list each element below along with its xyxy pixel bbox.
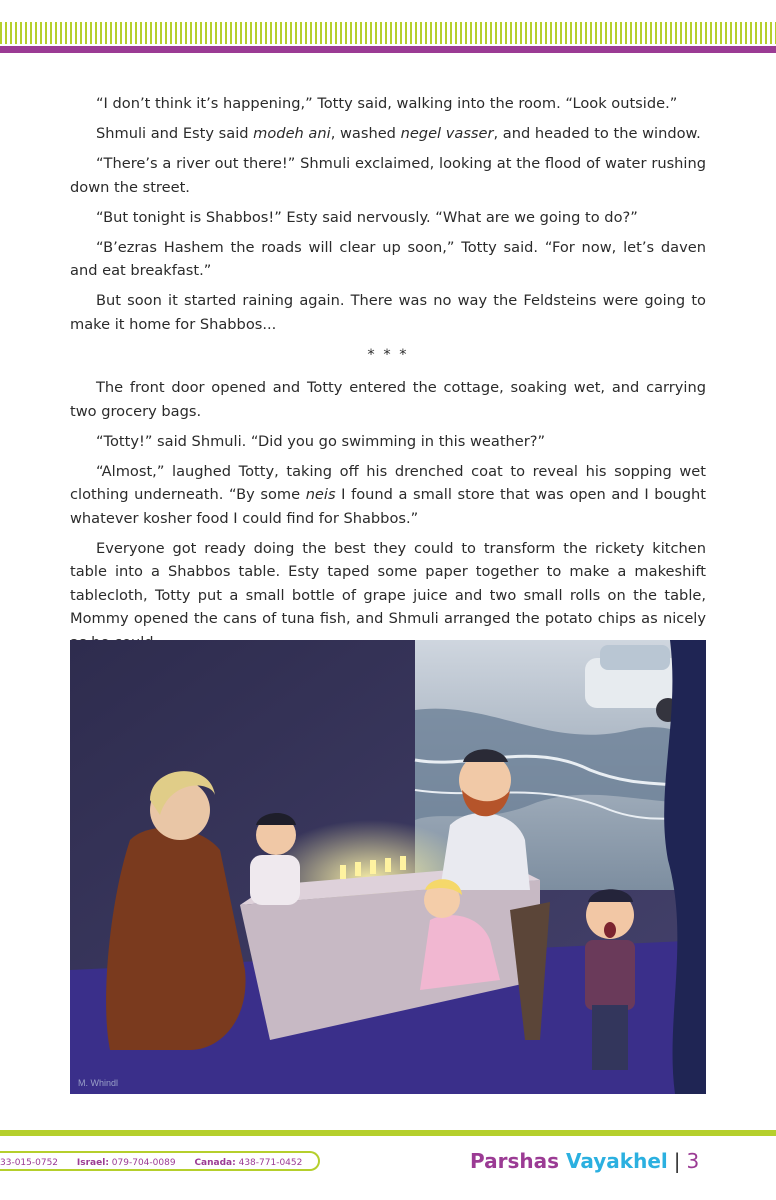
israel-contact — [77, 1158, 176, 1168]
paragraph: “There’s a river out there!” Shmuli exclaimed, looking at the flood of water rushing down the street. — [70, 155, 706, 196]
israel-phone: 079-704-0089 — [111, 1158, 176, 1168]
paragraph: The front door opened and Totty entered the cottage, soaking wet, and carrying two grocery bags. — [70, 379, 706, 420]
paragraph: “But tonight is Shabbos!” Esty said nervously. “What are we going to do?” — [96, 208, 638, 226]
paragraph — [70, 460, 706, 531]
paragraph: Everyone got ready doing the best they could to transform the rickety kitchen table into a Shabbos table. Esty taped some paper together to make a makeshift tablecloth, Totty put a small bottle of grape juice and two small rolls on the table, Mommy opened the cans of tuna fish, and Shmuli arranged the potato chips as nicely — [70, 539, 706, 627]
brand-word-parshas: Parshas — [470, 1149, 560, 1173]
text-run: Shmuli and Esty said — [96, 125, 254, 142]
brand-word-vayakhel: Vayakhel — [566, 1149, 668, 1173]
contact-numbers — [0, 1151, 320, 1171]
italic-term: neis — [305, 486, 336, 503]
shabbos-table-illustration — [70, 640, 706, 1094]
text-run: , and headed to the window. — [493, 125, 701, 142]
page-number: 3 — [686, 1149, 700, 1173]
italic-term: negel vasser — [400, 125, 494, 142]
text-run: , washed — [330, 125, 401, 142]
canada-label: Canada: — [194, 1158, 236, 1168]
top-purple-rule — [0, 46, 776, 53]
text-run: “Almost,” laughed Totty, taking off his drenched coat to reveal his sopping wet clothing underneath. “By some — [70, 462, 706, 503]
paragraph: “I don’t think it’s happening,” Totty said, walking into the room. “Look outside.” — [96, 95, 678, 112]
top-stripe-pattern — [0, 22, 776, 44]
illustration-art — [70, 640, 706, 1094]
boy-crying — [585, 889, 635, 1070]
paragraph: “Totty!” said Shmuli. “Did you go swimming in this weather?” — [96, 432, 546, 450]
footer-green-rule — [0, 1130, 776, 1136]
text-run: I found a small store that was open and I bought whatever kosher food I could find for Shabbos.” — [70, 486, 706, 527]
artist-signature: M. Whindl — [78, 1078, 119, 1088]
section-separator: * * * — [367, 345, 409, 363]
top-decoration — [0, 0, 776, 56]
israel-label: Israel: — [76, 1158, 109, 1168]
paragraph: But soon it started raining again. There was no way the Feldsteins were going to make it home for Shabbos... — [70, 292, 706, 333]
paragraph: “B’ezras Hashem the roads will clear up soon,” Totty said. “For now, let’s daven and eat breakfast.” — [70, 238, 706, 279]
phone-number: 33-015-0752 — [0, 1158, 59, 1168]
paragraph — [70, 122, 706, 146]
parsha-title — [470, 1146, 699, 1176]
story-text — [70, 92, 706, 661]
canada-phone: 438-771-0452 — [238, 1158, 303, 1168]
italic-term: modeh ani — [253, 125, 331, 142]
divider: | — [673, 1149, 681, 1173]
canada-contact — [194, 1158, 302, 1168]
